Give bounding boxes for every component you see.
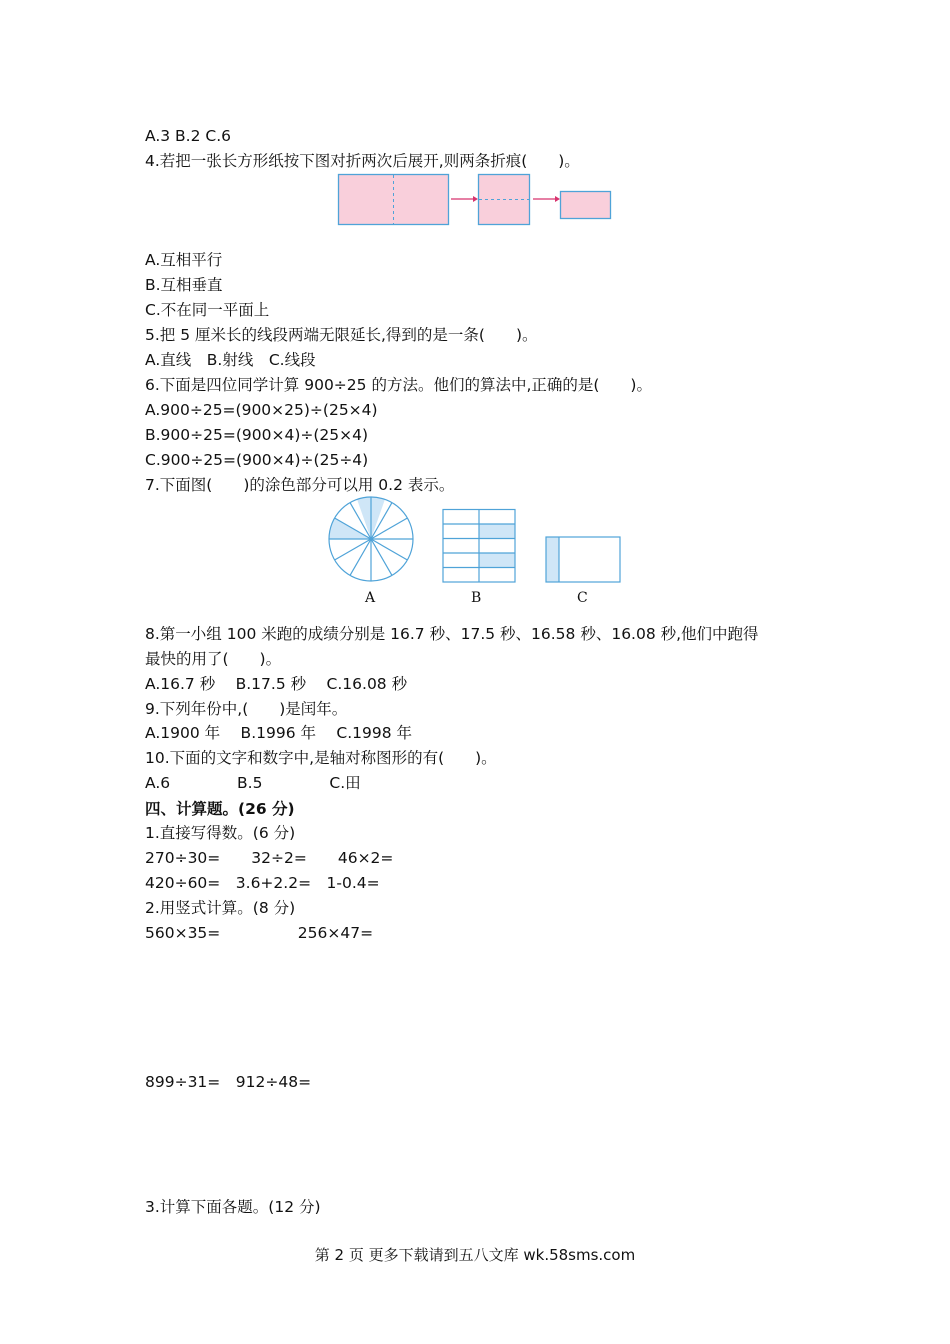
figure-b-grid (443, 510, 515, 583)
grid-shaded-cell-2 (479, 553, 515, 568)
calc-2-row-2: 899÷31= 912÷48= (145, 1073, 312, 1091)
q5-question: 5.把 5 厘米长的线段两端无限延长,得到的是一条( )。 (145, 326, 538, 344)
q6-question: 6.下面是四位同学计算 900÷25 的方法。他们的算法中,正确的是( )。 (145, 376, 652, 394)
q4-folding-figure (335, 170, 615, 230)
paper-folded-twice (561, 192, 611, 219)
q7-figures (325, 495, 625, 585)
section-4-heading: 四、计算题。(26 分) (145, 800, 295, 818)
calc-1-row-2: 420÷60= 3.6+2.2= 1-0.4= (145, 874, 380, 892)
q4-option-c: C.不在同一平面上 (145, 301, 270, 319)
q8-question-cont: 最快的用了( )。 (145, 650, 282, 668)
q9-question: 9.下列年份中,( )是闰年。 (145, 700, 348, 718)
calc-3-heading: 3.计算下面各题。(12 分) (145, 1198, 321, 1216)
calc-1-row-1: 270÷30= 32÷2= 46×2= (145, 849, 394, 867)
q6-option-b: B.900÷25=(900×4)÷(25×4) (145, 426, 369, 444)
q6-option-a: A.900÷25=(900×25)÷(25×4) (145, 401, 378, 419)
q10-question: 10.下面的文字和数字中,是轴对称图形的有( )。 (145, 749, 497, 767)
page-footer: 第 2 页 更多下载请到五八文库 wk.58sms.com (314, 1246, 636, 1264)
q9-options: A.1900 年 B.1996 年 C.1998 年 (145, 724, 413, 742)
q7-question: 7.下面图( )的涂色部分可以用 0.2 表示。 (145, 476, 455, 494)
q5-options: A.直线 B.射线 C.线段 (145, 351, 316, 369)
arrow-2-head (555, 196, 560, 202)
q8-question: 8.第一小组 100 米跑的成绩分别是 16.7 秒、17.5 秒、16.58 秒、16.08 秒,他们中跑得 (145, 625, 759, 643)
calc-2-row-1: 560×35= 256×47= (145, 924, 374, 942)
calc-2-heading: 2.用竖式计算。(8 分) (145, 899, 296, 917)
figure-b-label: B (471, 590, 482, 606)
q4-option-a: A.互相平行 (145, 251, 223, 269)
q4-option-b: B.互相垂直 (145, 276, 223, 294)
figure-a-label: A (365, 590, 376, 606)
grid-shaded-cell-1 (479, 524, 515, 539)
figure-c-label: C (577, 590, 588, 606)
q3-options: A.3 B.2 C.6 (145, 127, 232, 145)
figure-a-circle (329, 497, 413, 581)
calc-1-heading: 1.直接写得数。(6 分) (145, 824, 296, 842)
q10-options: A.6 B.5 C.田 (145, 774, 361, 792)
q4-question: 4.若把一张长方形纸按下图对折两次后展开,则两条折痕( )。 (145, 152, 580, 170)
figure-c-rect (546, 537, 620, 582)
q8-options: A.16.7 秒 B.17.5 秒 C.16.08 秒 (145, 675, 408, 693)
q6-option-c: C.900÷25=(900×4)÷(25÷4) (145, 451, 369, 469)
rect-shaded-strip (546, 537, 559, 582)
arrow-1-head (473, 196, 478, 202)
